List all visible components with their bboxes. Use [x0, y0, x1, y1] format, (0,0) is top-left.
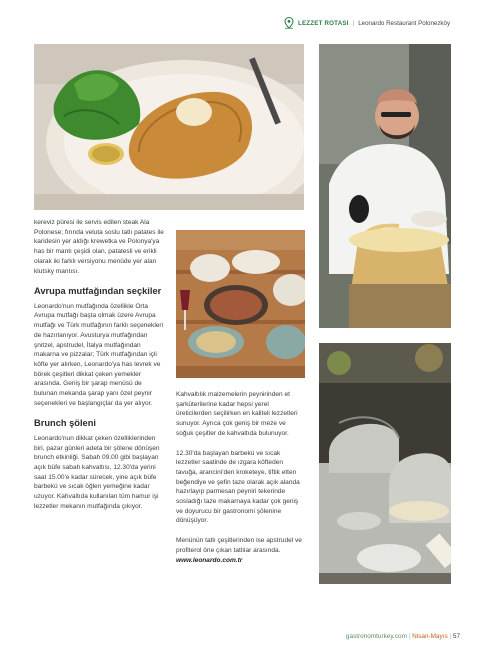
- footer-month: Nisan-Mayıs: [412, 633, 448, 640]
- buffet-photo: [319, 343, 451, 584]
- left-column: [34, 218, 166, 512]
- brunch-table-photo: [176, 230, 305, 378]
- barbecue-paragraph: 12.30'da başlayan barbekü ve sıcak lezzetler saatinde de ızgara köfteden tavuğa, arancini'den kroketeye, tiftik etten beğendiye ve şefin taze olarak açık alanda hazırlayıp parmesan peyniri tekerinde sosladığı taze makarnaya kadar çok geniş ve doyurucu bir gastronomi şölenine dönüşüyor.: [176, 449, 300, 525]
- page-number: 57: [452, 633, 460, 640]
- chef-photo: [319, 44, 451, 328]
- page-footer: [346, 633, 460, 640]
- brunch-paragraph: Leonardo'nun dikkat çeken özelliklerinden biri, pazar günleri adeta bir şölene dönüşen brunch etkinliği. Sabah 09.00 gibi başlayan açık büfe sabah kahvaltısı, 12.30'da yerini saat 15.00'e kadar sürecek, yine açık büfe barbekü ve sıcak öğlen yemeğine kadar uzuyor. Kahvaltıda kullanılan tüm hamur işi lezzetler mekanın mutfağında çıkıyor.: [34, 434, 160, 510]
- restaurant-name: Leonardo Restaurant Polonezköy: [358, 19, 451, 27]
- footer-separator: |: [449, 633, 452, 640]
- footer-separator: |: [408, 633, 411, 640]
- intro-paragraph: kereviz püresi ile servis edilen steak Ala Polonese; fırında veluta soslu tatlı patates ile karidesin yer aldığı krewetka ve Polonya'ya has bir mantı çeşidi olan, patatesli ve erikli olarak iki farklı versiyonu menüde yer alan klutsky mantısı.: [34, 219, 164, 275]
- middle-column: [176, 390, 305, 565]
- heading-europe: Avrupa mutfağından seçkiler: [34, 286, 162, 297]
- map-pin-icon: [284, 17, 294, 29]
- header-separator: |: [352, 19, 355, 27]
- footer-site[interactable]: gastronomturkey.com: [345, 633, 407, 640]
- schnitzel-photo: [34, 44, 304, 210]
- website-link[interactable]: www.leonardo.com.tr: [176, 556, 243, 564]
- page-header: [284, 16, 464, 30]
- europe-paragraph: Leonardo'nun mutfağında özellikle Orta Avrupa mutfağı başta olmak üzere Avrupa mutfağı ve Türk mutfağının farklı seçenekleri de hazırlanıyor. Avusturya mutfağından şnitzel, apstrudel, İtalya mutfağından makarna ve pizzalar; Türk mutfağından içli köfte yer alırken, Leonardo'ya has levrek ve börek çeşitleri dikkat çeken yemekler arasında. Geniş bir şarap menüsü de bulunan mekanda şarap yanı özel peynir seçenekleri ve başlangıçlar da yer alıyor.: [34, 302, 164, 407]
- section-title: LEZZET ROTASI: [298, 19, 349, 27]
- dessert-paragraph: Menünün tatlı çeşitlerinden ise apstrudel ve profiterol öne çıkan tatlılar arasında.: [176, 537, 302, 554]
- breakfast-paragraph: Kahvaltılık malzemelerin peynirinden et şarküterilerine kadar hepsi yerel üreticilerden seçilirken en kaliteli lezzetleri sunuyor. Ayrıca çok geniş bir meze ve soğuk çeşitler de kahvaltıda bulunuyor.: [176, 391, 298, 437]
- heading-brunch: Brunch şöleni: [34, 418, 96, 429]
